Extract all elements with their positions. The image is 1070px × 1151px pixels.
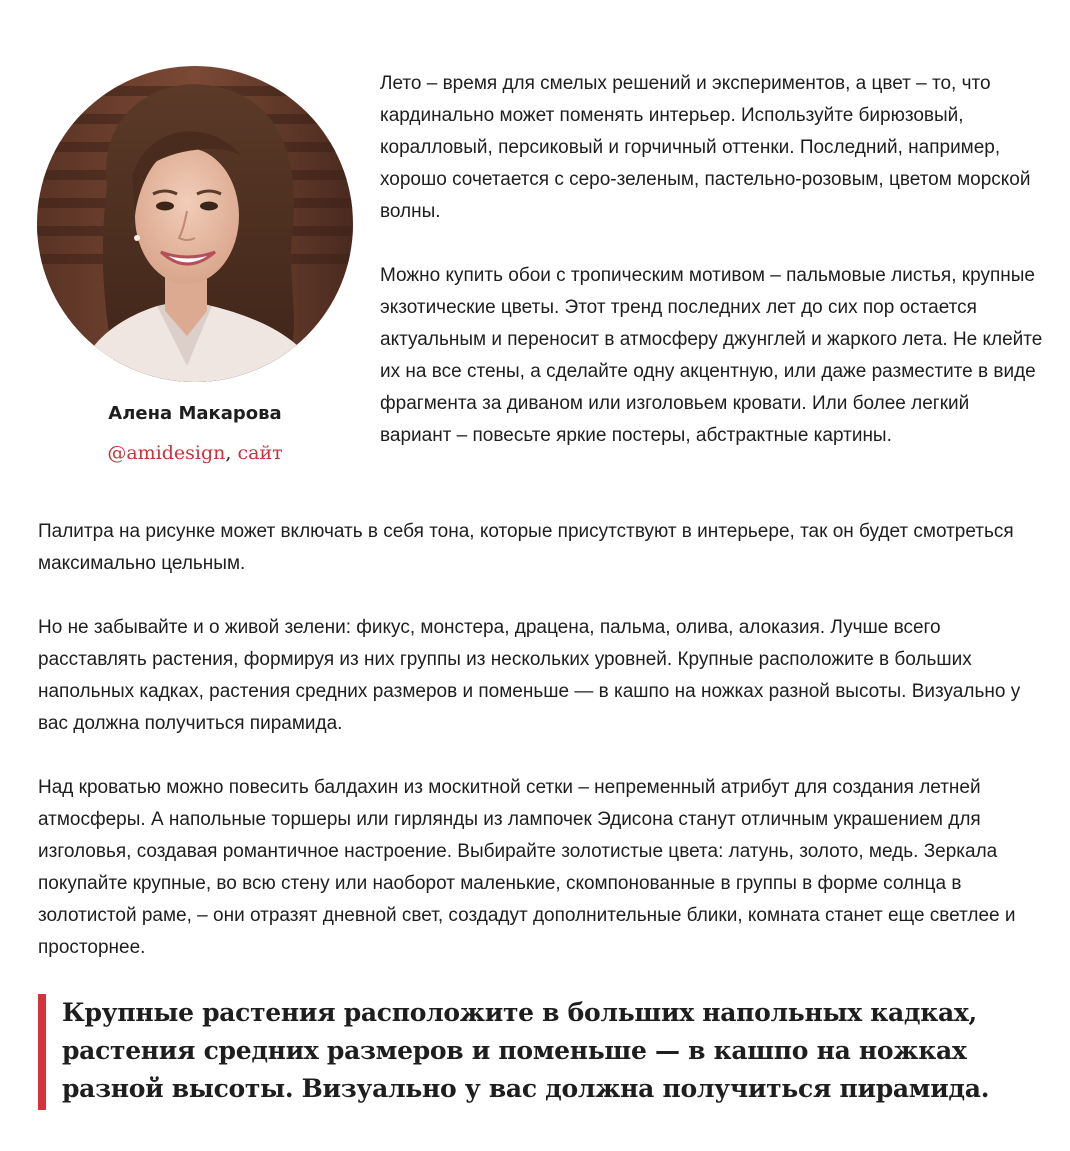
expert-card [38, 66, 352, 466]
intro-text [380, 68, 1045, 452]
links-separator: , [225, 442, 238, 464]
expert-name: Алена Макарова [108, 403, 282, 424]
paragraph: Палитра на рисунке может включать в себя тона, которые присутствуют в интерьере, так он будет смотреться максимально цельным. [38, 521, 1014, 574]
expert-links [38, 440, 352, 466]
pull-quote-text: Крупные растения расположите в больших напольных кадках, растения средних размеров и поменьше — в кашпо на ножках разной высоты. Визуально у вас должна получиться пирамида. [62, 998, 990, 1103]
body-text [38, 516, 1038, 964]
expert-site-link[interactable]: сайт [237, 442, 283, 464]
paragraph: Лето – время для смелых решений и экспериментов, а цвет – то, что кардинально может поменять интерьер. Используйте бирюзовый, коралловый, персиковый и горчичный оттенки. Последний, например, хорошо сочетается с серо-зеленым, пастельно-розовым, цветом морской волны. [380, 73, 1031, 222]
paragraph: Можно купить обои с тропическим мотивом – пальмовые листья, крупные экзотические цветы. Этот тренд последних лет до сих пор остается актуальным и переносит в атмосферу джунглей и жаркого лета. Не клейте их на все стены, а сделайте одну акцентную, или даже разместите в виде фрагмента за диваном или изголовьем кровати. Или более легкий вариант – повесьте яркие постеры, абстрактные картины. [380, 265, 1043, 446]
paragraph: Но не забывайте и о живой зелени: фикус, монстера, драцена, пальма, олива, алоказия. Лучше всего расставлять растения, формируя из них группы из нескольких уровней. Крупные расположите в больших напольных кадках, растения средних размеров и поменьше — в кашпо на ножках разной высоты. Визуально у вас должна получиться пирамида. [38, 617, 1021, 734]
paragraph: Над кроватью можно повесить балдахин из москитной сетки – непременный атрибут для создания летней атмосферы. А напольные торшеры или гирлянды из лампочек Эдисона станут отличным украшением для изголовья, создавая романтичное настроение. Выбирайте золотистые цвета: латунь, золото, медь. Зеркала покупайте крупные, во всю стену или наоборот маленькие, скомпонованные в группы в форме солнца в золотистой раме, – они отразят дневной свет, создадут дополнительные блики, комната станет еще светлее и просторнее. [38, 777, 1016, 958]
pull-quote [38, 994, 1038, 1110]
expert-portrait [37, 66, 353, 382]
avatar [37, 66, 353, 382]
expert-instagram-link[interactable]: @amidesign [107, 442, 226, 464]
